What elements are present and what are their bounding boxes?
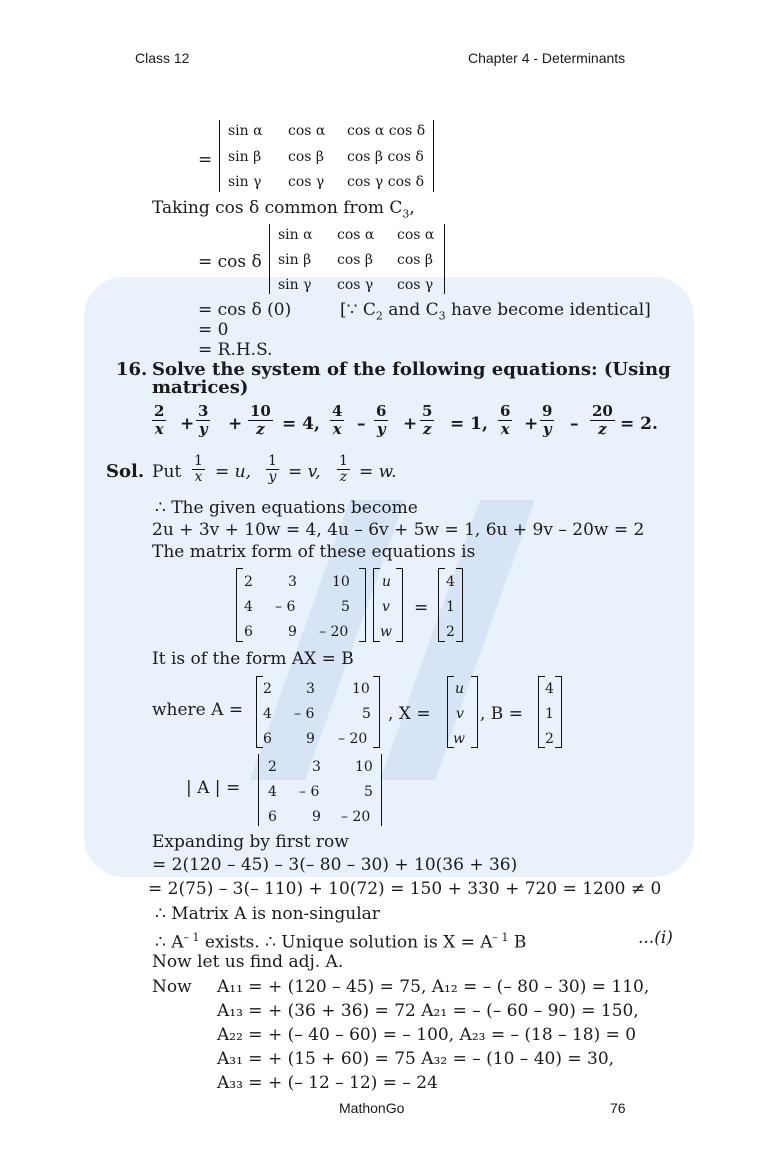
question-fraction: $\frac{10}{z}$ xyxy=(250,402,271,438)
matA2-cell: 3 xyxy=(306,681,315,697)
sol-nonsingular: ∴ Matrix A is non-singular xyxy=(155,904,380,924)
matA-cell: 9 xyxy=(288,624,297,640)
question-operator: = 2. xyxy=(620,414,658,434)
detA-bar-left xyxy=(258,754,259,826)
detA-cell: 10 xyxy=(355,759,373,775)
question-number: 16. xyxy=(116,359,148,380)
matB2-cell: 4 xyxy=(545,681,554,697)
detA-cell: – 20 xyxy=(341,809,371,825)
det2-cell: sin α xyxy=(278,227,313,243)
put-frac-x: 1 x xyxy=(194,453,203,485)
header-class: Class 12 xyxy=(135,50,190,66)
taking-line: Taking cos δ common from $C_3$, xyxy=(152,198,415,221)
question-operator: + xyxy=(228,414,243,434)
matA-cell: 6 xyxy=(244,624,253,640)
question-fraction: $\frac{5}{z}$ xyxy=(422,402,433,438)
detA-cell: 6 xyxy=(268,809,277,825)
matA2-cell: – 6 xyxy=(294,706,315,722)
line-rhs: = R.H.S. xyxy=(198,340,273,360)
detA-cell: 9 xyxy=(312,809,321,825)
det1-eq: = xyxy=(198,150,213,170)
header-chapter: Chapter 4 - Determinants xyxy=(468,50,626,66)
det2-cell: cos β xyxy=(397,252,433,268)
question-operator: = 1, xyxy=(450,414,488,434)
matA-cell: 5 xyxy=(341,599,350,615)
det2-bar-left xyxy=(269,224,270,294)
question-fraction: $\frac{6}{y}$ xyxy=(376,402,387,438)
matX-cell: w xyxy=(380,624,392,640)
put-frac-z: 1 z xyxy=(339,453,348,485)
footer-page-number: 76 xyxy=(610,1100,626,1116)
det1-cell: cos γ cos δ xyxy=(347,174,425,190)
det1-cell: sin α xyxy=(228,123,263,139)
cofactor-line: A₃₁ = + (15 + 60) = 75 A₃₂ = – (10 – 40) = 30, xyxy=(217,1049,615,1069)
sol-form: It is of the form AX = B xyxy=(152,649,354,669)
question-operator: + xyxy=(180,414,195,434)
detA-label: | A | = xyxy=(186,778,241,798)
detA-cell: 4 xyxy=(268,784,277,800)
matA-cell: – 6 xyxy=(275,599,296,615)
matA2-cell: 4 xyxy=(263,706,272,722)
matA2-bracket-left xyxy=(256,676,263,748)
matB2-cell: 1 xyxy=(545,706,554,722)
matB-cell: 4 xyxy=(446,574,455,590)
matA-cell: 10 xyxy=(332,574,350,590)
question-operator: – xyxy=(357,414,366,434)
det1-cell: cos β cos δ xyxy=(347,149,424,165)
cofactor-line: A₁₁ = + (120 – 45) = 75, A₁₂ = – (– 80 – 30) = 110, xyxy=(217,977,650,997)
sol-become: ∴ The given equations become xyxy=(155,498,418,518)
matrix-eq-sign: = xyxy=(414,598,429,618)
sol-label: Sol. xyxy=(106,461,145,482)
equation-ref: ...(i) xyxy=(638,928,673,948)
put-w: = w. xyxy=(359,462,397,482)
matB-cell: 2 xyxy=(446,624,455,640)
matX-bracket-left xyxy=(373,568,380,642)
det1-bar-left xyxy=(219,120,220,192)
det2-prefix: = cos δ xyxy=(198,252,262,272)
detA-bar-right xyxy=(381,754,382,826)
question-operator: = 4, xyxy=(282,414,320,434)
matB2-cell: 2 xyxy=(545,731,554,747)
matX2-cell: v xyxy=(456,706,464,722)
matB2-bracket-right xyxy=(555,676,562,748)
det2-bar-right xyxy=(444,224,445,294)
det1-cell: cos γ xyxy=(288,174,325,190)
line-cos0: = cos δ (0) xyxy=(198,300,292,320)
question-fraction: $\frac{2}{x}$ xyxy=(154,402,165,438)
put-frac-y: 1 y xyxy=(268,453,277,485)
det2-cell: sin γ xyxy=(278,277,312,293)
det1-cell: sin β xyxy=(228,149,262,165)
matB-bracket-right xyxy=(456,568,463,642)
matB2-bracket-left xyxy=(538,676,545,748)
matA-cell: 2 xyxy=(244,574,253,590)
det1-cell: cos β xyxy=(288,149,324,165)
matB-cell: 1 xyxy=(446,599,455,615)
detA-cell: – 6 xyxy=(299,784,320,800)
det2-cell: sin β xyxy=(278,252,312,268)
detA-cell: 3 xyxy=(312,759,321,775)
matA-cell: 4 xyxy=(244,599,253,615)
sol-exp2: = 2(75) – 3(– 110) + 10(72) = 150 + 330 + 720 = 1200 ≠ 0 xyxy=(148,879,662,899)
detA-cell: 5 xyxy=(364,784,373,800)
matX2-bracket-right xyxy=(471,676,478,748)
question-fraction: $\frac{6}{x}$ xyxy=(500,402,511,438)
matA2-cell: 9 xyxy=(306,731,315,747)
question-text: Solve the system of the following equations: (Using xyxy=(152,359,671,380)
cofactor-line: A₁₃ = + (36 + 36) = 72 A₂₁ = – (– 60 – 90) = 150, xyxy=(217,1001,639,1021)
sol-exp1: = 2(120 – 45) – 3(– 80 – 30) + 10(36 + 36) xyxy=(152,855,518,875)
matX-cell: v xyxy=(382,599,390,615)
sol-adj: Now let us find adj. A. xyxy=(152,952,344,972)
matX-cell: u xyxy=(382,574,392,590)
line-eq0: = 0 xyxy=(198,320,229,340)
x-label: , X = xyxy=(388,704,431,724)
matA-cell: – 20 xyxy=(319,624,349,640)
matA2-cell: 5 xyxy=(362,706,371,722)
det2-cell: cos β xyxy=(337,252,373,268)
det2-cell: cos α xyxy=(337,227,375,243)
question-text: matrices) xyxy=(152,377,249,398)
where-label: where A = xyxy=(152,700,244,720)
sol-matrix-form: The matrix form of these equations is xyxy=(152,542,476,562)
det2-cell: cos α xyxy=(397,227,435,243)
sol-now: Now xyxy=(152,977,192,997)
question-fraction: $\frac{9}{y}$ xyxy=(542,402,553,438)
matX-bracket-right xyxy=(396,568,403,642)
question-fraction: $\frac{3}{y}$ xyxy=(198,402,209,438)
b-label: , B = xyxy=(480,704,523,724)
matA2-cell: 10 xyxy=(352,681,370,697)
matA-cell: 3 xyxy=(288,574,297,590)
sol-expanding: Expanding by first row xyxy=(152,832,349,852)
detA-cell: 2 xyxy=(268,759,277,775)
footer-brand: MathonGo xyxy=(339,1100,405,1116)
line-because: [∵ $C_2$ and $C_3$ have become identical] xyxy=(340,300,651,323)
matA-bracket-left xyxy=(236,568,243,642)
sol-exists: ∴ $A^{- 1}$ exists. ∴ Unique solution is $X = A^{- 1}$ B xyxy=(155,931,527,953)
sol-put: Put xyxy=(152,462,182,482)
put-v: = v, xyxy=(288,462,321,482)
det1-cell: cos α xyxy=(288,123,326,139)
question-operator: – xyxy=(570,414,579,434)
matX2-cell: u xyxy=(455,681,465,697)
put-u: = u, xyxy=(215,462,252,482)
matA2-cell: 2 xyxy=(263,681,272,697)
matA2-cell: 6 xyxy=(263,731,272,747)
question-operator: + xyxy=(524,414,539,434)
matA-bracket-right xyxy=(359,568,366,642)
det1-bar-right xyxy=(433,120,434,192)
cofactor-line: A₂₂ = + (– 40 – 60) = – 100, A₂₃ = – (18 – 18) = 0 xyxy=(217,1025,637,1045)
det1-cell: sin γ xyxy=(228,174,262,190)
question-fraction: $\frac{20}{z}$ xyxy=(592,402,613,438)
matA2-bracket-right xyxy=(373,676,380,748)
det2-cell: cos γ xyxy=(397,277,434,293)
det2-cell: cos γ xyxy=(337,277,374,293)
matA2-cell: – 20 xyxy=(338,731,368,747)
question-fraction: $\frac{4}{x}$ xyxy=(332,402,343,438)
matX2-cell: w xyxy=(453,731,465,747)
matB-bracket-left xyxy=(438,568,445,642)
cofactor-line: A₃₃ = + (– 12 – 12) = – 24 xyxy=(217,1073,438,1093)
question-operator: + xyxy=(403,414,418,434)
det1-cell: cos α cos δ xyxy=(347,123,426,139)
sol-linear: 2u + 3v + 10w = 4, 4u – 6v + 5w = 1, 6u + 9v – 20w = 2 xyxy=(152,520,645,540)
